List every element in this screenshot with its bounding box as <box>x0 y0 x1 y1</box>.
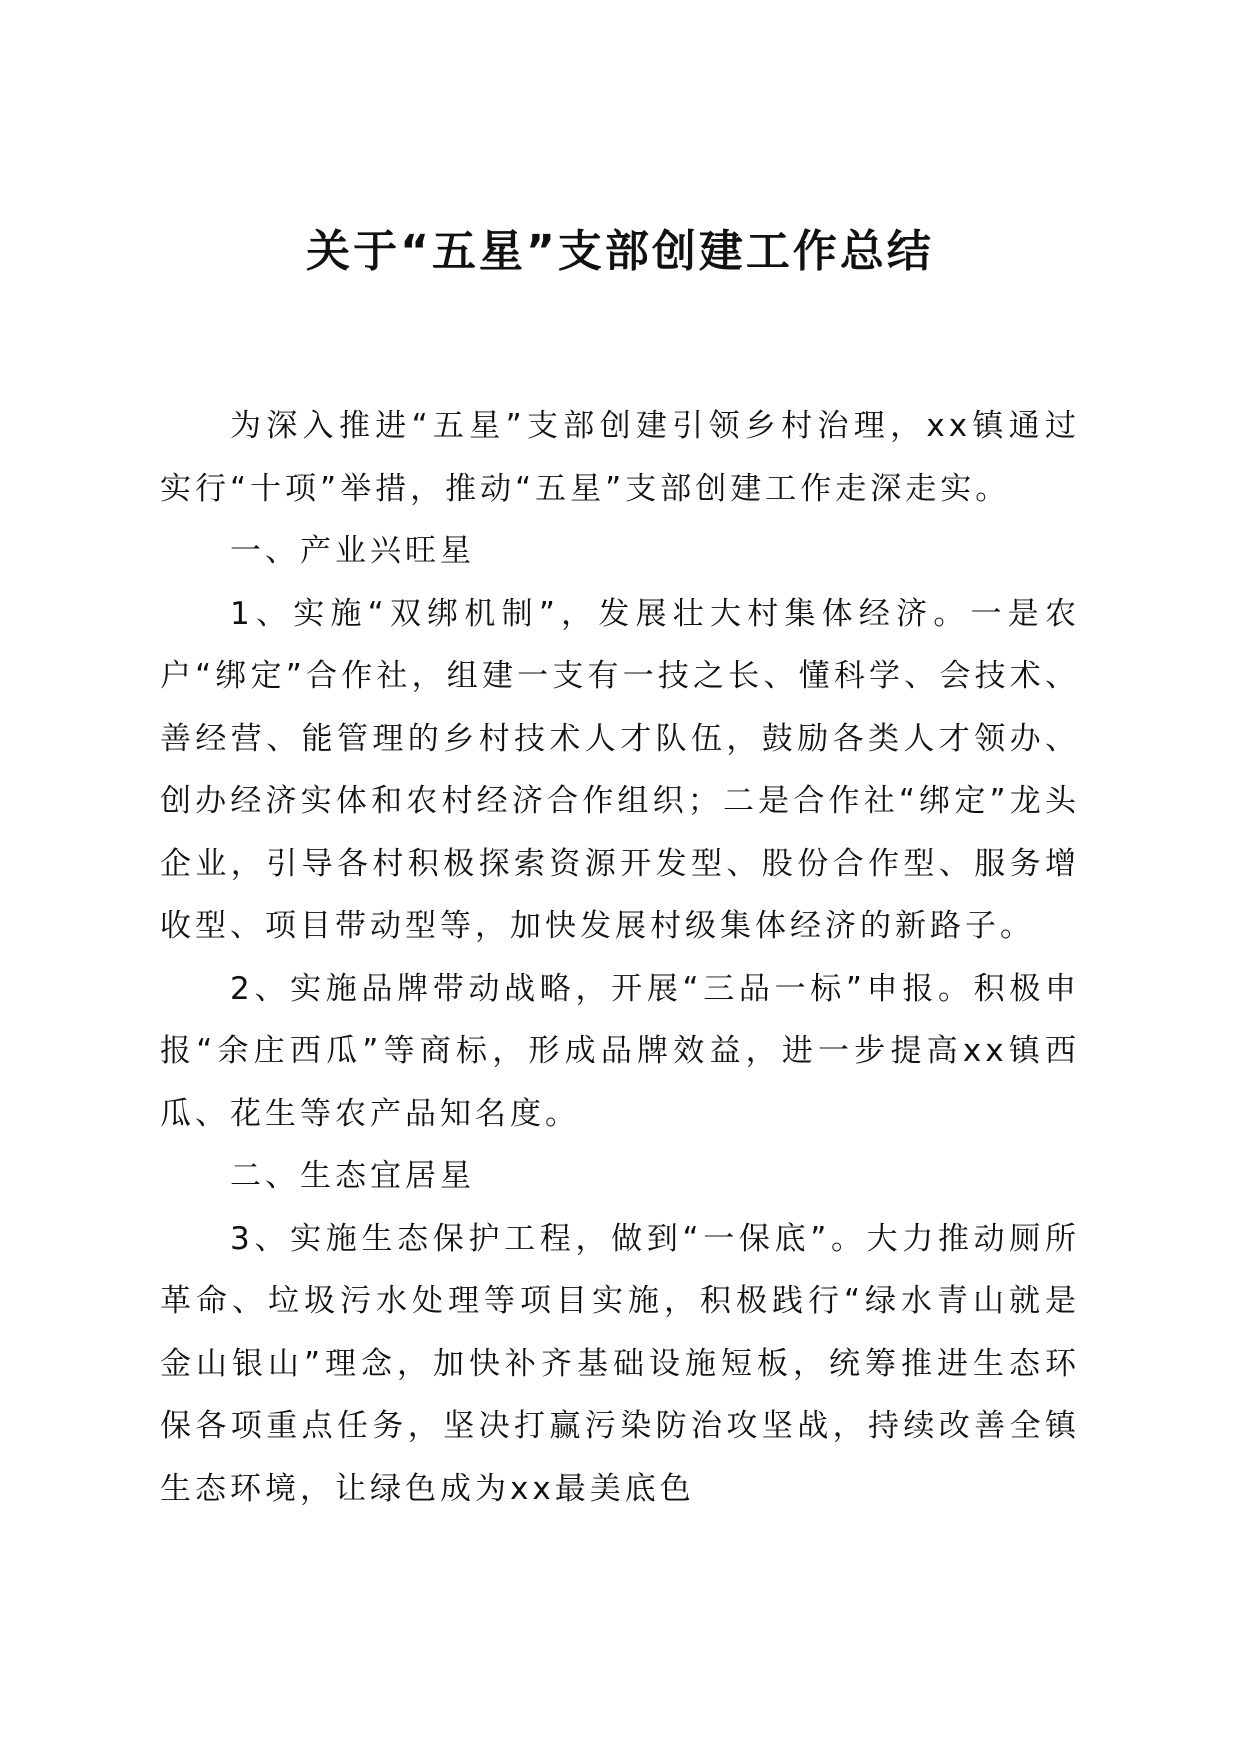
section-heading-industry: 一、产业兴旺星 <box>230 533 476 569</box>
item-paragraph-2: 2、实施品牌带动战略，开展“三品一标”申报。积极申报“余庄西瓜”等商标，形成品牌效益，进一步提高xx镇西瓜、花生等农产品知名度。 <box>160 970 1080 1132</box>
item-paragraph-1: 1、实施“双绑机制”，发展壮大村集体经济。一是农户“绑定”合作社，组建一支有一技之长、懂科学、会技术、善经营、能管理的乡村技术人才队伍，鼓励各类人才领办、创办经济实体和农村经济合作组织；二是合作社“绑定”龙头企业，引导各村积极探索资源开发型、股份合作型、服务增收型、项目带动型等，加快发展村级集体经济的新路子。 <box>160 595 1080 944</box>
document-body <box>160 395 1080 1520</box>
intro-paragraph: 为深入推进“五星”支部创建引领乡村治理，xx镇通过实行“十项”举措，推动“五星”支部创建工作走深走实。 <box>160 408 1080 507</box>
section-heading-ecology: 二、生态宜居星 <box>230 1158 476 1194</box>
document-title: 关于“五星”支部创建工作总结 <box>306 226 934 277</box>
item-paragraph-3: 3、实施生态保护工程，做到“一保底”。大力推动厕所革命、垃圾污水处理等项目实施，积极践行“绿水青山就是金山银山”理念，加快补齐基础设施短板，统筹推进生态环保各项重点任务，坚决打赢污染防治攻坚战，持续改善全镇生态环境，让绿色成为xx最美底色 <box>160 1220 1080 1507</box>
